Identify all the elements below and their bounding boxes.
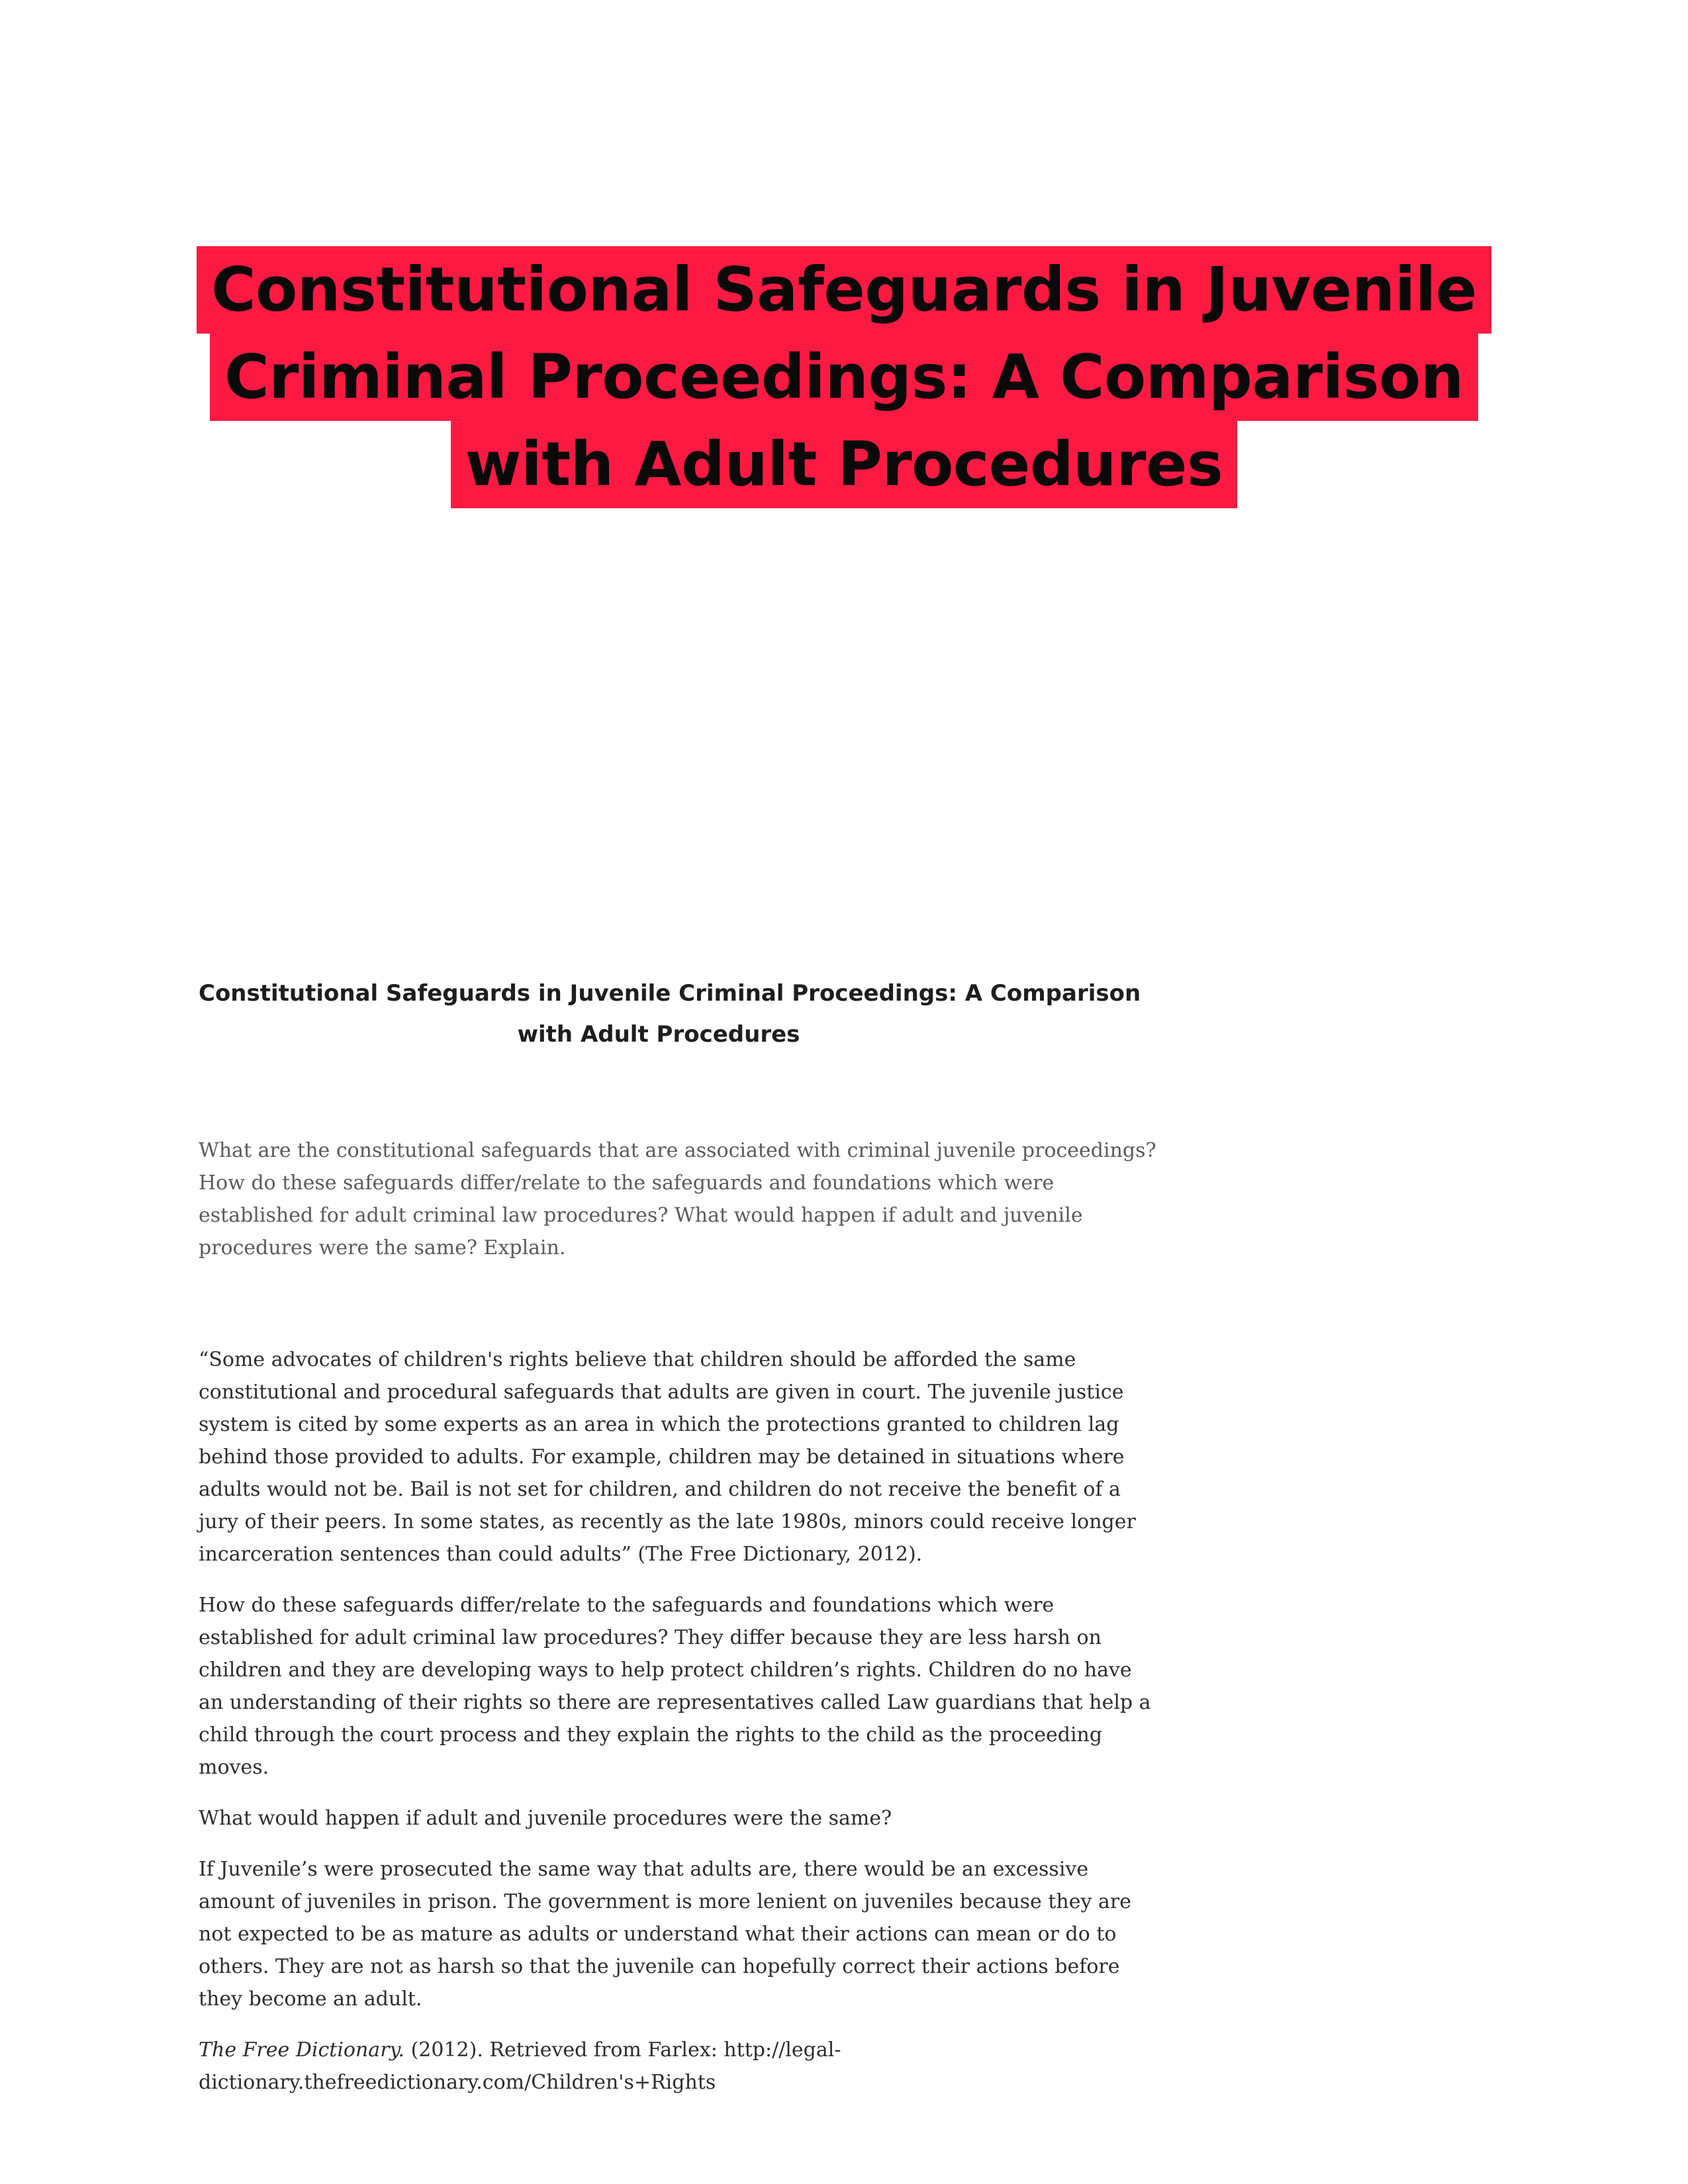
document-title: Constitutional Safeguards in Juvenile Criminal Proceedings: A Comparison with Adult Procedures [199,980,1141,1048]
reference-line-1: The Free Dictionary. (2012). Retrieved from Farlex: http://legal- [199,2038,841,2062]
banner-title [0,246,1688,508]
quote-paragraph: “Some advocates of children's rights believe that children should be afforded the same constitutional and procedural safeguards that adults are given in court. The juvenile justice system is cited by some experts as an area in which the protections granted to children lag behind those provided to adults. For example, children may be detained in situations where adults would not be. Bail is not set for children, and children do not receive the benefit of a jury of their peers. In some states, as recently as the late 1980s, minors could receive longer incarceration sentences than could adults” (The Free Dictionary, 2012). [199,1348,1136,1566]
reference-line-2: dictionary.thefreedictionary.com/Children's+Rights [199,2071,716,2094]
question-2: What would happen if adult and juvenile procedures were the same? [199,1807,892,1830]
banner-title-line: with Adult Procedures [0,421,1688,508]
banner-title-line: Criminal Proceedings: A Comparison [0,334,1688,421]
reference-source: The Free Dictionary. [199,2038,405,2062]
answer-paragraph-1: How do these safeguards differ/relate to the safeguards and foundations which were established for adult criminal law procedures? They differ because they are less harsh on children and they are developing ways to help protect children’s rights. Children do no have an understanding of their rights so there are representatives called Law guardians that help a child through the court process and they explain the rights to the child as the proceeding moves. [199,1594,1151,1779]
reference-entry [199,2034,1158,2099]
banner-title-line: Constitutional Safeguards in Juvenile [0,246,1688,334]
assignment-questions: What are the constitutional safeguards that are associated with criminal juvenile proceedings? How do these safeguards differ/relate to the safeguards and foundations which were established for adult criminal law procedures? What would happen if adult and juvenile procedures were the same? Explain. [199,1139,1156,1259]
document-page [199,973,1158,2099]
answer-paragraph-2: If Juvenile’s were prosecuted the same way that adults are, there would be an excessive amount of juveniles in prison. The government is more lenient on juveniles because they are not expected to be as mature as adults or understand what their actions can mean or do to others. They are not as harsh so that the juvenile can hopefully correct their actions before they become an adult. [199,1858,1131,2011]
